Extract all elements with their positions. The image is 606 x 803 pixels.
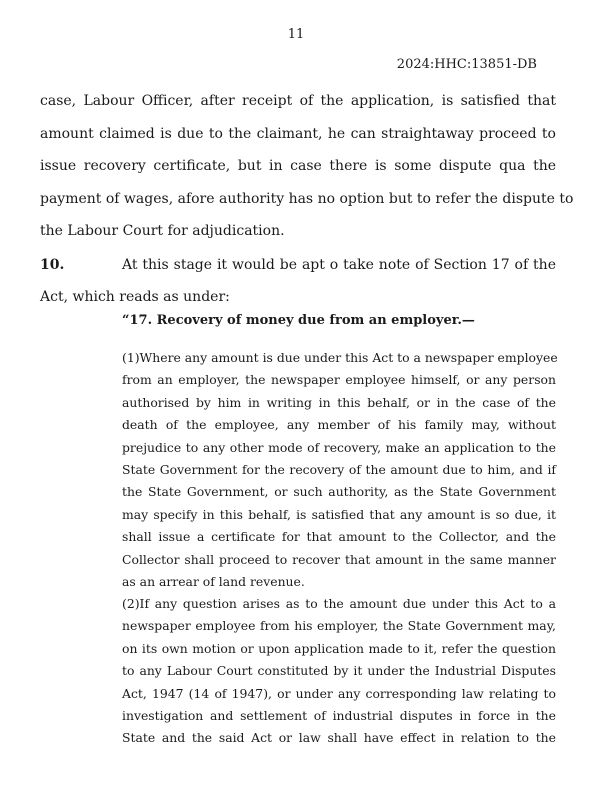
paragraph-line: payment of wages, afore authority has no option but to refer the dispute to bbox=[40, 190, 574, 207]
quote-line: (1)Where any amount is due under this Act to a newspaper employee bbox=[122, 350, 558, 365]
quote-line: the State Government, or such authority, as the State Government bbox=[122, 484, 556, 500]
quoted-section-heading: “17. Recovery of money due from an employer.— bbox=[122, 313, 475, 328]
quote-line: from an employer, the newspaper employee himself, or any person bbox=[122, 372, 556, 388]
continued-paragraph bbox=[40, 85, 574, 248]
quote-line: as an arrear of land revenue. bbox=[122, 574, 305, 590]
quote-line: State Government for the recovery of the amount due to him, and if bbox=[122, 462, 556, 478]
quote-line: Act, 1947 (14 of 1947), or under any corresponding law relating to bbox=[122, 685, 556, 701]
paragraph-line: amount claimed is due to the claimant, he can straightaway proceed to bbox=[40, 125, 556, 142]
neutral-citation: 2024:HHC:13851-DB bbox=[396, 57, 537, 72]
quote-line: investigation and settlement of industrial disputes in force in the bbox=[122, 708, 556, 724]
quoted-subsection-2 bbox=[122, 593, 556, 750]
paragraph-number: 10. bbox=[40, 257, 65, 273]
quote-line: prejudice to any other mode of recovery, make an application to the bbox=[122, 439, 556, 455]
quote-line: authorised by him in writing in this behalf, or in the case of the bbox=[122, 394, 556, 410]
quoted-subsection-1 bbox=[122, 347, 556, 593]
quote-line: Collector shall proceed to recover that amount in the same manner bbox=[122, 551, 556, 567]
quote-line: shall issue a certificate for that amount to the Collector, and the bbox=[122, 529, 556, 545]
paragraph-line: At this stage it would be apt o take note of Section 17 of the bbox=[122, 257, 556, 273]
quote-line: State and the said Act or law shall have effect in relation to the bbox=[122, 730, 556, 746]
page-number: 11 bbox=[287, 27, 305, 42]
paragraph-line: Act, which reads as under: bbox=[40, 289, 230, 305]
paragraph-line: issue recovery certificate, but in case there is some dispute qua the bbox=[40, 158, 556, 174]
paragraph-10 bbox=[40, 249, 556, 313]
paragraph-line: case, Labour Officer, after receipt of the application, is satisfied that bbox=[40, 93, 556, 109]
quote-line: to any Labour Court constituted by it under the Industrial Disputes bbox=[122, 663, 556, 679]
quote-line: newspaper employee from his employer, the State Government may, bbox=[122, 618, 556, 634]
paragraph-line: the Labour Court for adjudication. bbox=[40, 223, 285, 239]
quote-line: death of the employee, any member of his family may, without bbox=[122, 417, 556, 433]
quote-line: may specify in this behalf, is satisfied that any amount is so due, it bbox=[122, 506, 556, 522]
quote-line: on its own motion or upon application made to it, refer the question bbox=[122, 640, 556, 656]
quote-line: (2)If any question arises as to the amount due under this Act to a bbox=[122, 596, 556, 611]
